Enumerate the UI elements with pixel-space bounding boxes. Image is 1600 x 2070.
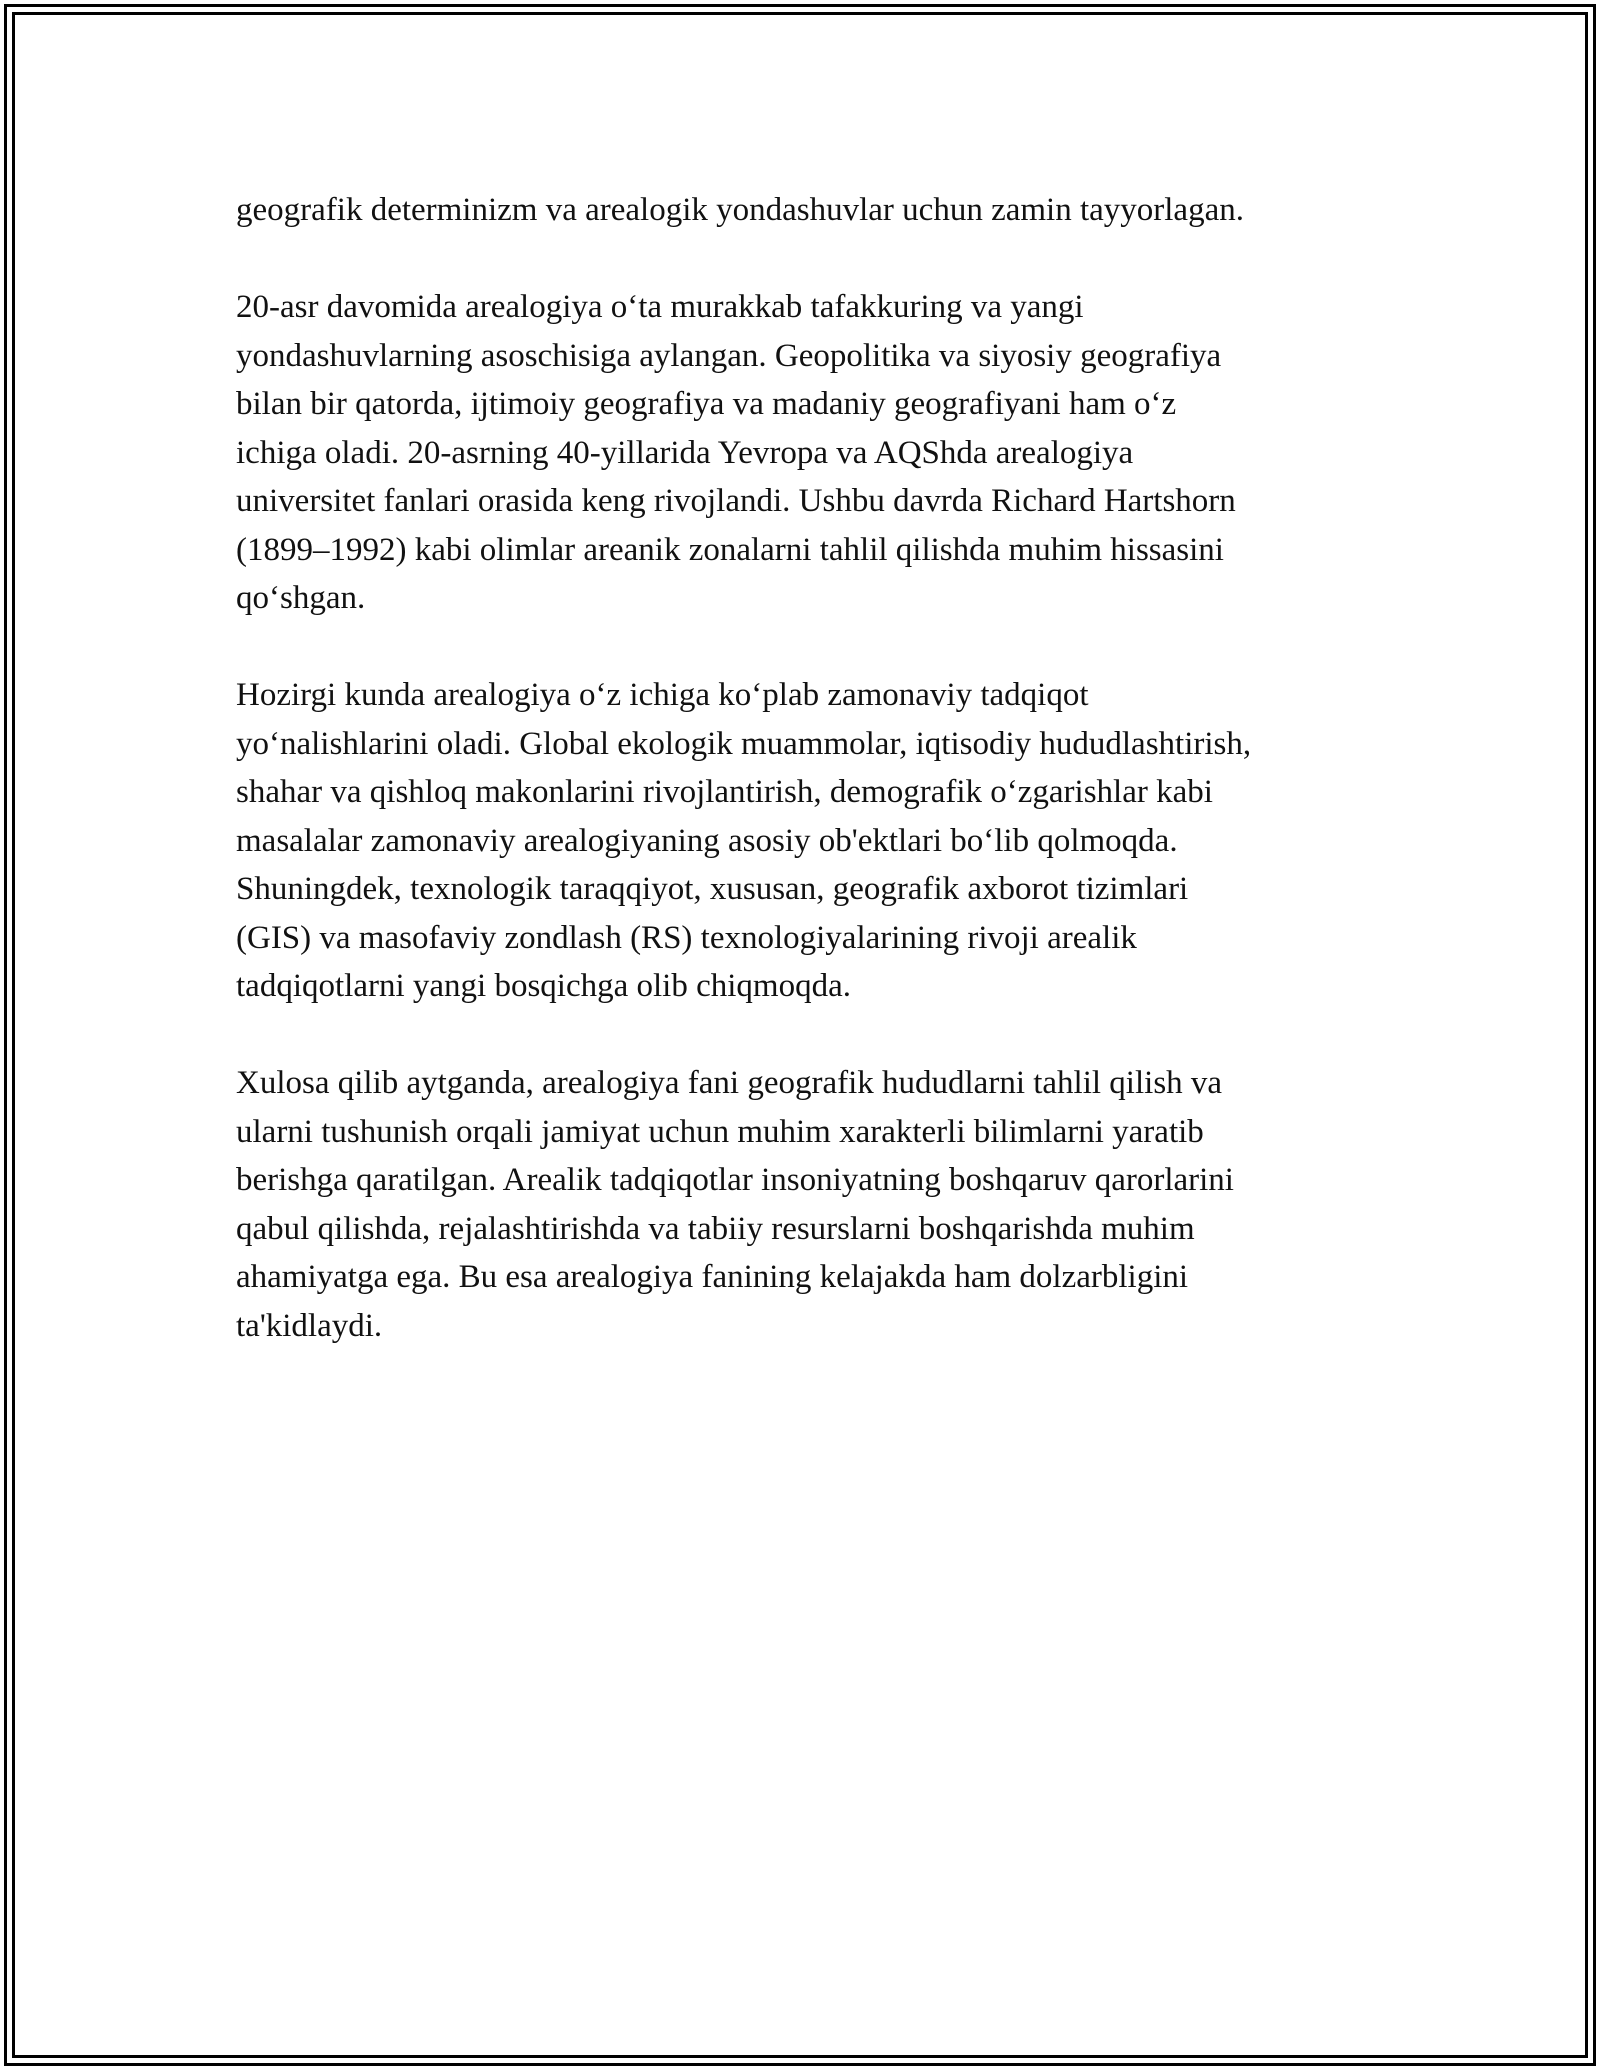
paragraph-2 (236, 283, 1386, 623)
text-line: bilan bir qatorda, ijtimoiy geografiya va madaniy geografiyani ham o‘z (236, 386, 1177, 422)
text-line: ichiga oladi. 20-asrning 40-yillarida Yevropa va AQShda arealogiya (236, 434, 1134, 471)
text-line: tadqiqotlarni yangi bosqichga olib chiqmoqda. (236, 968, 851, 1004)
text-line: (1899–1992) kabi olimlar areanik zonalarni tahlil qilishda muhim hissasini (236, 531, 1224, 568)
text-line: masalalar zamonaviy arealogiyaning asosiy ob'ektlari bo‘lib qolmoqda. (236, 822, 1178, 859)
text-line: ahamiyatga ega. Bu esa arealogiya fanining kelajakda ham dolzarbligini (236, 1259, 1189, 1295)
text-line: ularni tushunish orqali jamiyat uchun muhim xarakterli bilimlarni yaratib (236, 1113, 1204, 1150)
text-line: Hozirgi kunda arealogiya o‘z ichiga ko‘plab zamonaviy tadqiqot (236, 677, 1089, 713)
text-line: ta'kidlaydi. (236, 1307, 383, 1344)
text-line: berishga qaratilgan. Arealik tadqiqotlar insoniyatning boshqaruv qarorlarini (236, 1162, 1234, 1198)
text-line: shahar va qishloq makonlarini rivojlantirish, demografik o‘zgarishlar kabi (236, 774, 1213, 810)
text-line: Shuningdek, texnologik taraqqiyot, xususan, geografik axborot tizimlari (236, 871, 1189, 907)
paragraph-1 (236, 186, 1386, 235)
text-line: yondashuvlarning asoschisiga aylangan. Geopolitika va siyosiy geografiya (236, 337, 1222, 374)
document-body (236, 186, 1386, 1399)
text-line: 20-asr davomida arealogiya o‘ta murakkab tafakkuring va yangi (236, 289, 1084, 325)
paragraph-3 (236, 671, 1386, 1011)
text-line: geografik determinizm va arealogik yondashuvlar uchun zamin tayyorlagan. (236, 192, 1244, 228)
text-line: qabul qilishda, rejalashtirishda va tabiiy resurslarni boshqarishda muhim (236, 1210, 1195, 1247)
text-line: qo‘shgan. (236, 580, 366, 616)
paragraph-4 (236, 1059, 1386, 1350)
text-line: (GIS) va masofaviy zondlash (RS) texnologiyalarining rivoji arealik (236, 919, 1137, 956)
text-line: universitet fanlari orasida keng rivojlandi. Ushbu davrda Richard Hartshorn (236, 483, 1236, 519)
text-line: Xulosa qilib aytganda, arealogiya fani geografik hududlarni tahlil qilish va (236, 1065, 1223, 1101)
text-line: yo‘nalishlarini oladi. Global ekologik muammolar, iqtisodiy hududlashtirish, (236, 725, 1252, 762)
